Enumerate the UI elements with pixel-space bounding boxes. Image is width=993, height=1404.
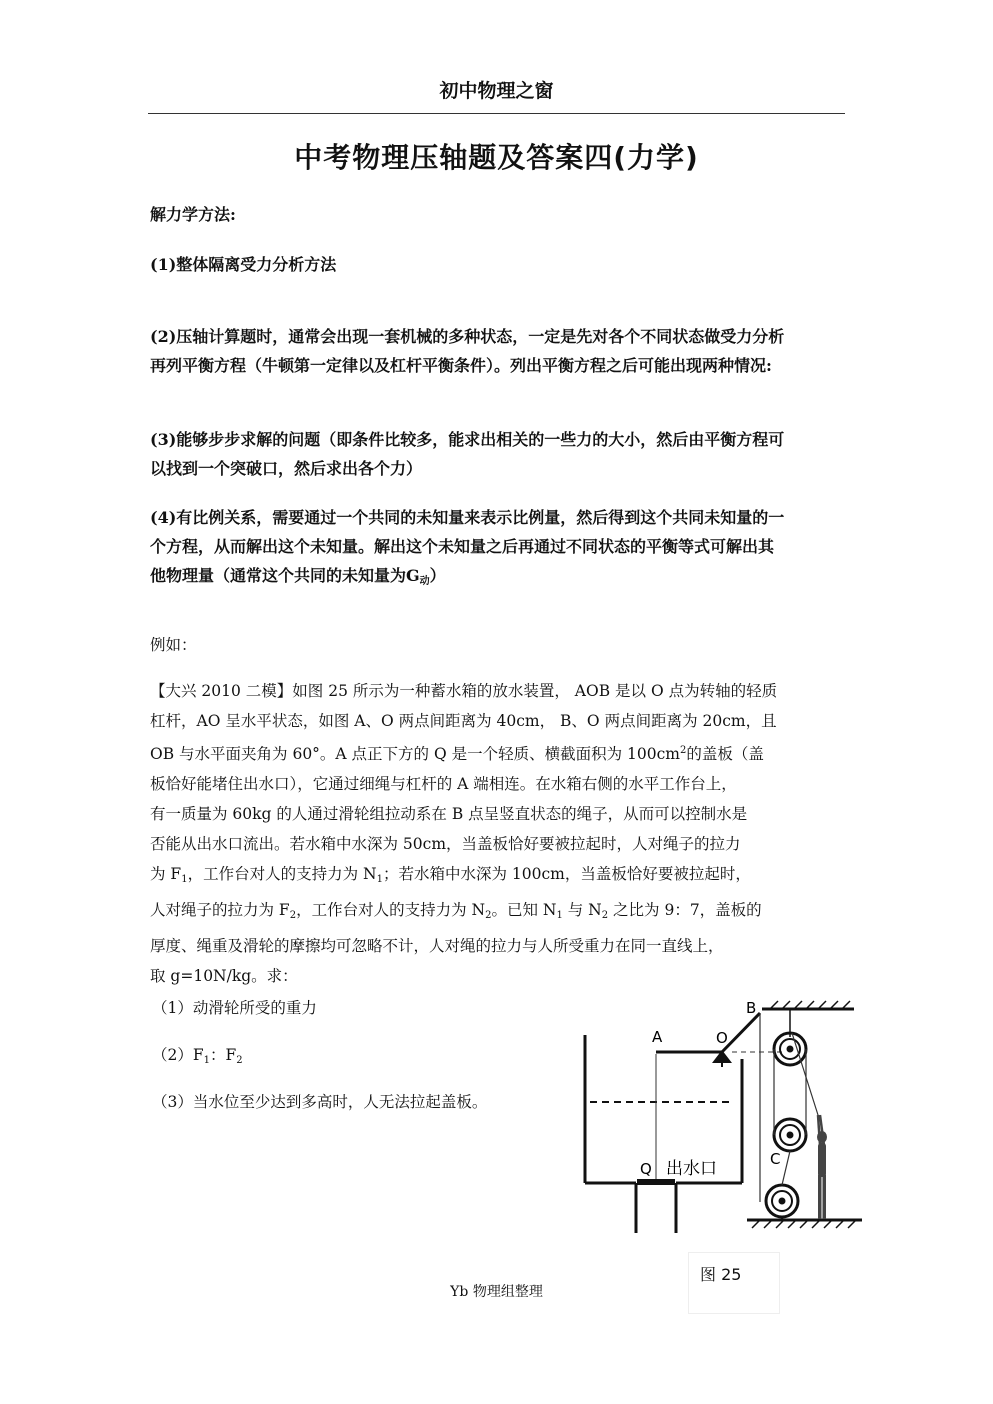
method-item-4	[150, 503, 845, 596]
label-o: O	[716, 1029, 728, 1047]
problem-line-10: 取 g=10N/kg。求：	[150, 967, 298, 985]
method-item-4-line-1: (4)有比例关系，需要通过一个共同的未知量来表示比例量，然后得到这个共同未知量的一	[150, 508, 785, 527]
problem-line-6: 否能从出水口流出。若水箱中水深为 50cm，当盖板恰好要被拉起时，人对绳子的拉力	[150, 835, 741, 853]
method-item-1: (1)整体隔离受力分析方法	[150, 255, 337, 274]
header-rule	[148, 113, 845, 114]
problem-line-8: 人对绳子的拉力为 $F_2$，工作台对人的支持力为 $N_2$。已知 $N_1$ 与 $N_2$ 之比为 9：7，盖板的	[150, 901, 762, 921]
problem-line-4: 板恰好能堵住出水口），它通过细绳与杠杆的 A 端相连。在水箱右侧的水平工作台上，	[150, 775, 737, 793]
method-item-2-line-2: 再列平衡方程（牛顿第一定律以及杠杆平衡条件）。列出平衡方程之后可能出现两种情况:	[150, 356, 772, 375]
lid-q	[637, 1179, 675, 1185]
question-3: （3）当水位至少达到多高时，人无法拉起盖板。	[152, 1093, 488, 1111]
method-item-2	[150, 322, 845, 380]
pulley-bottom-icon	[766, 1185, 798, 1220]
method-item-3	[150, 425, 845, 483]
problem-line-3: OB 与水平面夹角为 60°。A 点正下方的 Q 是一个轻质、横截面积为 $100cm^2$的盖板（盖	[150, 745, 764, 763]
problem-line-5: 有一质量为 60kg 的人通过滑轮组拉动系在 B 点呈竖直状态的绳子，从而可以控制水是	[150, 805, 748, 823]
label-b: B	[746, 999, 757, 1017]
problem-line-7: 为 $F_1$，工作台对人的支持力为 $N_1$；若水箱中水深为 100cm，当盖板恰好要被拉起时，	[150, 865, 751, 885]
example-label: 例如：	[150, 636, 197, 654]
question-2: $(2)F_1$：$F_2$	[152, 1046, 243, 1066]
figure-25-diagram	[582, 997, 864, 1235]
figure-caption: 图 25	[700, 1265, 742, 1284]
label-q: Q	[640, 1160, 652, 1178]
document-title: 中考物理压轴题及答案四(力学)	[294, 141, 699, 174]
ceiling	[762, 1001, 854, 1009]
method-item-2-line-1: (2)压轴计算题时，通常会出现一套机械的多种状态，一定是先对各个不同状态做受力分析	[150, 327, 785, 346]
pulley-middle-icon	[774, 1119, 806, 1151]
work-platform	[747, 1220, 862, 1228]
person-icon	[817, 1115, 827, 1219]
outlet-pipe	[636, 1183, 676, 1233]
problem-line-9: 厚度、绳重及滑轮的摩擦均可忽略不计，人对绳的拉力与人所受重力在同一直线上，	[150, 937, 724, 955]
problem-text	[150, 676, 845, 991]
method-item-3-line-1: (3)能够步步求解的问题（即条件比较多，能求出相关的一些力的大小，然后由平衡方程可	[150, 430, 785, 449]
page-header: 初中物理之窗	[439, 80, 554, 102]
label-c: C	[770, 1150, 781, 1168]
pulley-top-icon	[774, 1009, 806, 1065]
question-1: （1）动滑轮所受的重力	[152, 999, 317, 1017]
method-item-4-line-3: 他物理量（通常这个共同的未知量为$G_动$）	[150, 566, 446, 587]
label-a: A	[652, 1028, 663, 1046]
problem-line-1: 【大兴 2010 二模】如图 25 所示为一种蓄水箱的放水装置， AOB 是以 O 点为转轴的轻质	[150, 682, 778, 700]
label-outlet: 出水口	[666, 1159, 717, 1179]
method-item-4-line-2: 个方程，从而解出这个未知量。解出这个未知量之后再通过不同状态的平衡等式可解出其	[150, 537, 775, 556]
methods-heading: 解力学方法:	[150, 205, 236, 224]
problem-line-2: 杠杆，AO 呈水平状态，如图 A、O 两点间距离为 40cm， B、O 两点间距离为 20cm，且	[150, 712, 777, 730]
method-item-3-line-2: 以找到一个突破口，然后求出各个力）	[150, 459, 423, 478]
page-footer: Yb 物理组整理	[450, 1284, 543, 1300]
